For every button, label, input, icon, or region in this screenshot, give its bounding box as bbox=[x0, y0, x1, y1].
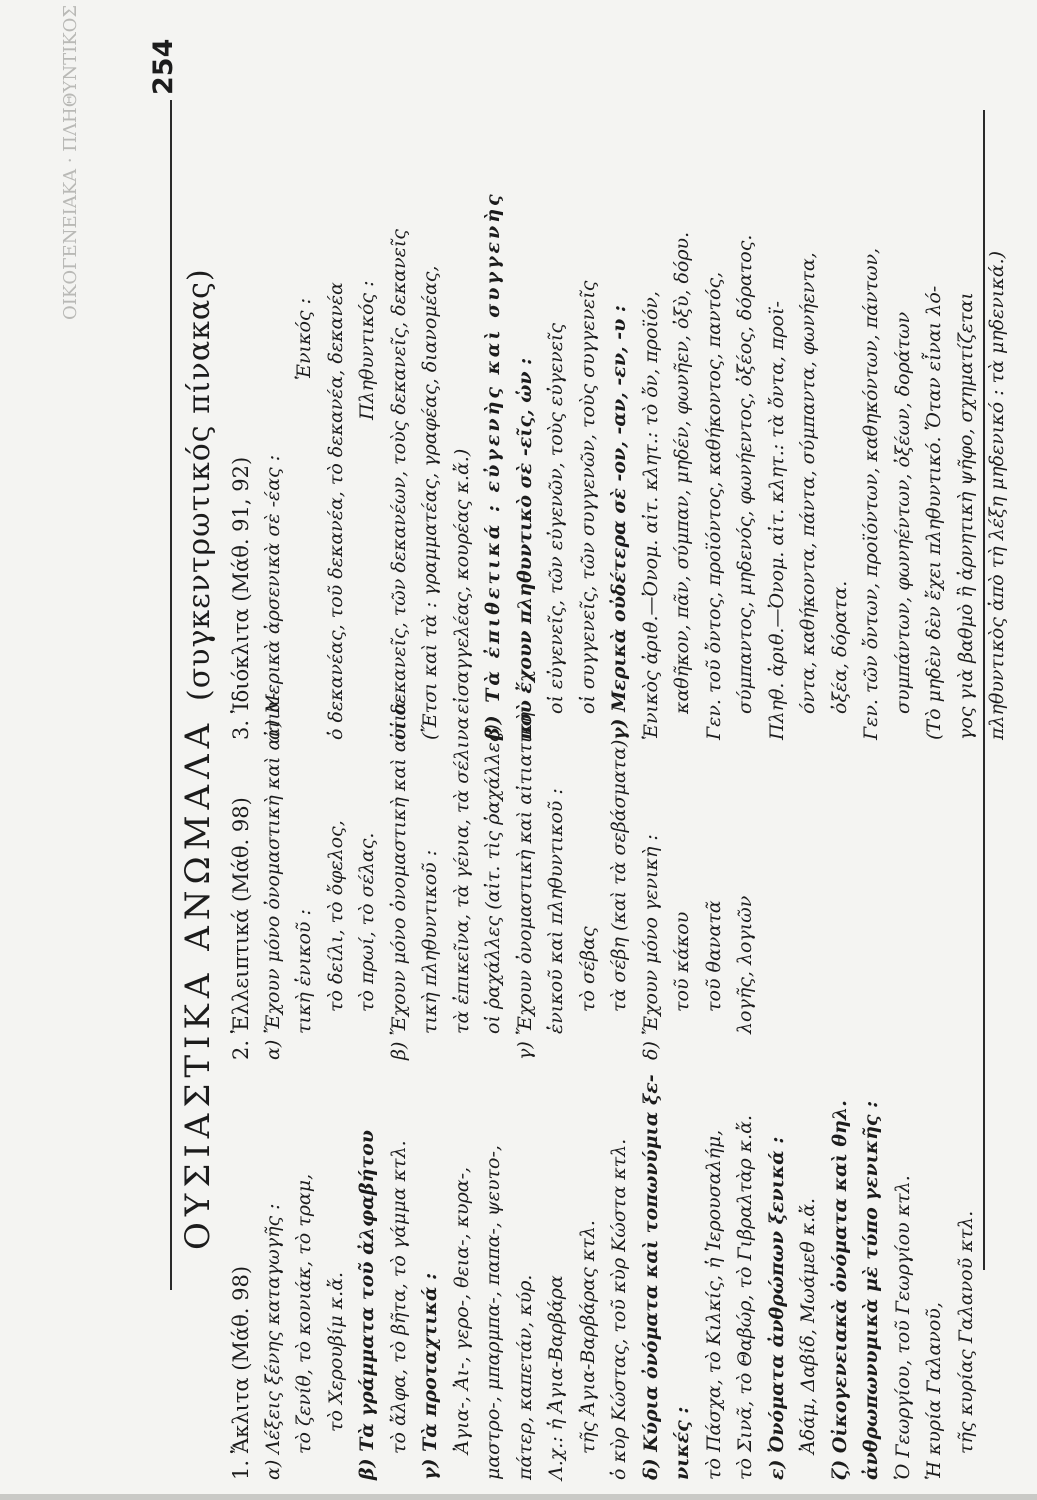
page-title bbox=[178, 100, 218, 1250]
line: γος γιὰ βαθμὸ ἢ ἀρνητικὴ ψῆφο, σχηματίζεται bbox=[954, 292, 977, 740]
line: ζ) Οἰκογενειακὰ ὀνόματα καὶ θηλ. bbox=[828, 1100, 851, 1480]
line: οἱ συγγενεῖς, τῶν συγγενῶν, τοὺς συγγενεῖς bbox=[576, 280, 599, 714]
line: τὸ ζενίθ, τὸ κονιάκ, τὸ τραμ, bbox=[293, 1173, 315, 1454]
page-number: 254 bbox=[148, 38, 179, 95]
line: α) Ἔχουν μόνο ὀνομαστικὴ καὶ αἰτια- bbox=[261, 692, 284, 1060]
column-heading: 2. Ἐλλειπτικά (Μάθ. 98) bbox=[229, 797, 253, 1060]
line: Πληθ. ἀριθ.—Ὀνομ. αἰτ. κλητ.: τὰ ὄντα, προϊ- bbox=[765, 301, 788, 740]
line: τὸ Χερουβίμ κ.ἄ. bbox=[324, 1271, 347, 1432]
line: β) Ἔχουν μόνο ὀνομαστικὴ καὶ αἰτια- bbox=[387, 694, 410, 1060]
line: ε) Ὀνόματα ἀνθρώπων ξενικά : bbox=[765, 1136, 788, 1480]
line: α) Λέξεις ξένης καταγωγῆς : bbox=[261, 1203, 284, 1480]
line: εἰσαγγελέας, κουρέας κ.ἄ.) bbox=[450, 448, 473, 714]
line: τοῦ θανατᾶ bbox=[702, 900, 725, 1012]
line: όντα, καθήκοντα, πάντα, σύμπαντα, φωνήεντα, bbox=[797, 252, 819, 714]
line: ἑνικοῦ καὶ πληθυντικοῦ : bbox=[545, 788, 567, 1034]
line: οἱ εὐγενεῖς, τῶν εὐγενῶν, τοὺς εὐγενεῖς bbox=[545, 322, 567, 714]
page-edge bbox=[0, 1494, 1037, 1500]
line: συμπάντων, φωνηέντων, ὀξέων, δοράτων bbox=[891, 311, 914, 714]
line: τὰ ἐπικεῖνα, τὰ γένια, τὰ σέλινα bbox=[450, 716, 473, 1034]
line: τὸ Πάσχα, τὸ Κιλκίς, ἡ Ἱερουσαλήμ, bbox=[702, 1129, 725, 1480]
column-idioklita bbox=[226, 100, 1014, 740]
line: οἱ δεκανεῖς, τῶν δεκανέων, τοὺς δεκανεῖς, δεκανεῖς bbox=[387, 229, 410, 740]
line: τὸ Σινᾶ, τὸ Θαβώρ, τὸ Γιβραλτὰρ κ.ἄ. bbox=[734, 1114, 756, 1480]
line: τὰ σέβη (καὶ τὰ σεβάσματα) bbox=[608, 739, 630, 1012]
line: Ἡ κυρία Γαλανοῦ, bbox=[923, 1302, 945, 1480]
line: Ἀδάμ, Δαβίδ, Μωάμεθ κ.ἄ. bbox=[797, 1197, 819, 1454]
line: δ) Ἔχουν μόνο γενικὴ : bbox=[639, 834, 662, 1060]
line: γ) Τὰ προταχτικά : bbox=[419, 1272, 441, 1480]
line: β) Τὰ ἐπιθετικά : εὐγενὴς καὶ συγγενὴς bbox=[482, 191, 504, 740]
line: τὸ σέβας bbox=[576, 926, 599, 1012]
line: καθῆκον, πᾶν, σύμπαν, μηδέν, φωνῆεν, ὀξὺ, δόρυ. bbox=[671, 231, 693, 714]
line: (Τὸ μηδὲν δὲν ἔχει πληθυντικό. Ὅταν εἶναι λό- bbox=[923, 285, 945, 740]
line: πληθυντικὸς ἀπὸ τὴ λέξη μηδενικό : τὰ μηδενικά.) bbox=[986, 250, 1008, 740]
line: Λ.χ.: ἡ Ἀγια-Βαρβάρα bbox=[545, 1275, 567, 1480]
line: ποὺ ἔχουν πληθυντικὸ σὲ -εῖς, ὡν : bbox=[513, 357, 536, 740]
line: ὁ δεκανέας, τοῦ δεκανέα, τὸ δεκανέα, δεκανέα bbox=[324, 282, 347, 740]
line: γ) Ἔχουν ὀνομαστικὴ καὶ αἰτιατικὴ bbox=[513, 711, 536, 1060]
line: οἱ ῥαχάλλες (αἰτ. τὶς ῥαχάλλες). bbox=[482, 718, 504, 1034]
line: Ἑνικὸς ἀριθ.—Ὀνομ. αἰτ. κλητ.: τὸ ὄν, προϊόν, bbox=[639, 291, 662, 740]
line: πάτερ, καπετάν, κύρ. bbox=[513, 1274, 536, 1480]
show-through-text: ΟΙΚΟΓΕΝΕΙΑΚΑ · ΠΛΗΘΥΝΤΙΚΟΣ bbox=[60, 4, 81, 320]
line: σύμπαντος, μηδενός, φωνήεντος, ὀξέος, δόρατος. bbox=[734, 234, 756, 714]
line: Ὁ Γεωργίου, τοῦ Γεωργίου κτλ. bbox=[891, 1175, 914, 1480]
line: γ) Μερικὰ οὐδέτερα σὲ -ον, -αν, -εν, -υ : bbox=[608, 305, 630, 740]
line: ὁ κὺρ Κώστας, τοῦ κὺρ Κώστα κτλ. bbox=[608, 1138, 630, 1480]
title-sub: (συγκεντρωτικός πίνακας) bbox=[182, 268, 217, 701]
line: τῆς κυρίας Γαλανοῦ κτλ. bbox=[954, 1210, 977, 1454]
line: μαστρο-, μπαρμπα-, παπα-, ψευτο-, bbox=[482, 1145, 504, 1480]
line: τικὴ πληθυντικοῦ : bbox=[419, 849, 441, 1034]
line: Γεν. τῶν ὄντων, προϊόντων, καθηκόντων, πάντων, bbox=[860, 247, 882, 740]
line: Γεν. τοῦ ὄντος, προϊόντος, καθήκοντος, παντός, bbox=[702, 271, 725, 740]
line: τὸ ἄλφα, τὸ βῆτα, τὸ γάμμα κτλ. bbox=[387, 1140, 410, 1454]
column-elleiptika bbox=[226, 692, 762, 1060]
column-heading: 3. Ἰδιόκλιτα (Μάθ. 91, 92) bbox=[229, 456, 253, 740]
line: Πληθυντικός : bbox=[356, 280, 378, 420]
column-aklita bbox=[226, 1060, 982, 1480]
line: τῆς Ἀγια-Βαρβάρας κτλ. bbox=[576, 1220, 599, 1454]
line: α) Μερικὰ ἀρσενικὰ σὲ -έας : bbox=[261, 454, 284, 740]
line: τοῦ κάκου bbox=[671, 911, 693, 1012]
line: λογῆς, λογιῶν bbox=[734, 895, 756, 1034]
line: νικές : bbox=[671, 1406, 693, 1480]
column-heading: 1. Ἄκλιτα (Μάθ. 98) bbox=[229, 1265, 253, 1480]
line: Ἑνικός : bbox=[293, 298, 315, 380]
top-rule bbox=[170, 100, 172, 1290]
line: τικὴ ἑνικοῦ : bbox=[293, 909, 315, 1034]
line: τὸ πρωί, τὸ σέλας. bbox=[356, 832, 378, 1012]
line: ὀξέα, δόρατα. bbox=[828, 580, 851, 714]
title-main: ΟΥΣΙΑΣΤΙΚΑ ΑΝΩΜΑΛΑ bbox=[178, 717, 218, 1250]
bottom-rule bbox=[983, 110, 985, 1270]
line: τὸ δείλι, τὸ ὄφελος, bbox=[324, 820, 347, 1012]
line: Ἀγια-, Ἀι-, γερο-, θεια-, κυρα-, bbox=[450, 1166, 473, 1454]
line: ἀνθρωπωνυμικὰ μὲ τύπο γενικῆς : bbox=[860, 1100, 882, 1480]
line: (Ἔτσι καὶ τὰ : γραμματέας, γραφέας, διανομέας, bbox=[419, 265, 441, 740]
line: β) Τὰ γράμματα τοῦ ἀλφαβήτου bbox=[356, 1130, 378, 1480]
line: δ) Κύρια ὀνόματα καὶ τοπωνύμια ξε- bbox=[639, 1074, 662, 1480]
